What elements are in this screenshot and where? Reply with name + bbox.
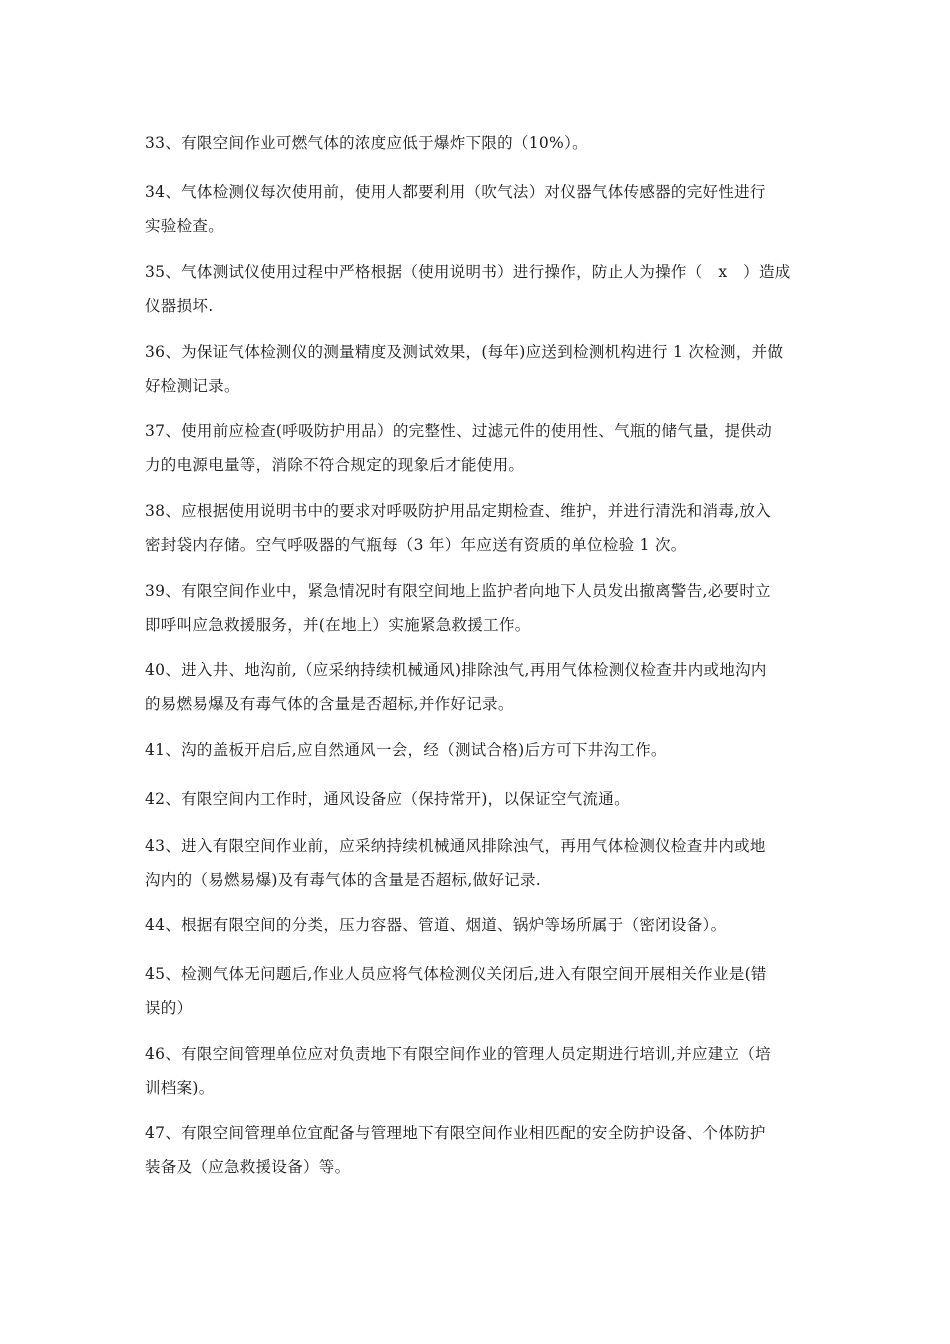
question-37: [145, 414, 810, 482]
question-35: [145, 255, 810, 323]
question-line: 34、气体检测仪每次使用前，使用人都要利用（吹气法）对仪器气体传感器的完好性进行: [145, 183, 766, 201]
question-line: 仪器损坏.: [145, 297, 214, 315]
question-line: 即呼叫应急救援服务，并(在地上）实施紧急救援工作。: [145, 616, 531, 634]
question-41: [145, 733, 810, 767]
question-36: [145, 335, 810, 403]
question-line: 38、应根据使用说明书中的要求对呼吸防护用品定期检查、维护，并进行清洗和消毒,放入: [145, 502, 771, 520]
question-line: 42、有限空间内工作时，通风设备应（保持常开)，以保证空气流通。: [145, 790, 630, 808]
question-line: 36、为保证气体检测仪的测量精度及测试效果，(每年)应送到检测机构进行 1 次检测，并做: [145, 343, 784, 361]
question-line: 的易燃易爆及有毒气体的含量是否超标,并作好记录。: [145, 695, 514, 713]
question-line: 43、进入有限空间作业前，应采纳持续机械通风排除浊气，再用气体检测仪检查井内或地: [145, 837, 766, 855]
question-line: 39、有限空间作业中，紧急情况时有限空间地上监护者向地下人员发出撤离警告,必要时立: [145, 582, 771, 600]
question-line: 46、有限空间管理单位应对负责地下有限空间作业的管理人员定期进行培训,并应建立（培: [145, 1045, 771, 1063]
question-34: [145, 175, 810, 243]
question-line: 40、进入井、地沟前,（应采纳持续机械通风)排除浊气,再用气体检测仪检查井内或地沟内: [145, 661, 767, 679]
question-42: [145, 782, 810, 816]
question-line: 47、有限空间管理单位宜配备与管理地下有限空间作业相匹配的安全防护设备、个体防护: [145, 1124, 766, 1142]
question-40: [145, 653, 810, 721]
question-line: 37、使用前应检查(呼吸防护用品）的完整性、过滤元件的使用性、气瓶的储气量，提供动: [145, 422, 773, 440]
question-33: [145, 126, 810, 160]
question-line: 训档案)。: [145, 1079, 215, 1097]
question-38: [145, 494, 810, 562]
question-line: 41、沟的盖板开启后,应自然通风一会，经（测试合格)后方可下井沟工作。: [145, 741, 667, 759]
question-39: [145, 574, 810, 642]
question-line: 误的）: [145, 999, 193, 1017]
question-line: 44、根据有限空间的分类，压力容器、管道、烟道、锅炉等场所属于（密闭设备）。: [145, 916, 727, 934]
question-line: 沟内的（易燃易爆)及有毒气体的含量是否超标,做好记录.: [145, 871, 542, 889]
question-line: 装备及（应急救援设备）等。: [145, 1158, 351, 1176]
question-line: 力的电源电量等，消除不符合规定的现象后才能使用。: [145, 456, 525, 474]
question-47: [145, 1116, 810, 1184]
question-line: 好检测记录。: [145, 377, 240, 395]
question-45: [145, 957, 810, 1025]
question-43: [145, 829, 810, 897]
question-46: [145, 1037, 810, 1105]
question-line: 密封袋内存储。空气呼吸器的气瓶每（3 年）年应送有资质的单位检验 1 次。: [145, 536, 687, 554]
question-line: 45、检测气体无问题后,作业人员应将气体检测仪关闭后,进入有限空间开展相关作业是(错: [145, 965, 767, 983]
question-line: 实验检查。: [145, 217, 225, 235]
question-44: [145, 908, 810, 942]
question-line: 33、有限空间作业可燃气体的浓度应低于爆炸下限的（10%）。: [145, 134, 588, 152]
question-line: 35、气体测试仪使用过程中严格根据（使用说明书）进行操作，防止人为操作（ x ）造成: [145, 263, 791, 281]
